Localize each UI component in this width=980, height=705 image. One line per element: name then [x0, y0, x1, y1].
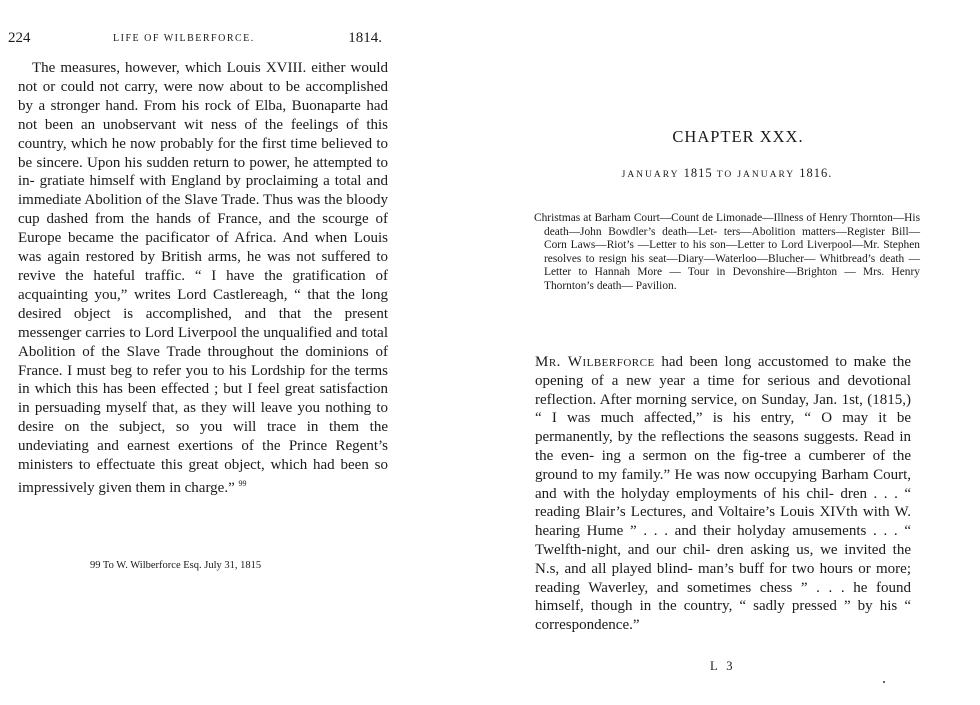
- footnote-reference: 99: [238, 478, 247, 488]
- date-to: TO: [716, 170, 734, 180]
- date-start-year: 1815: [683, 166, 713, 180]
- body-paragraph: The measures, however, which Louis XVIII. either would not or could not carry, were now about to be accomplished by a stronger hand. From his rock of Elba, Buonaparte had not been an unobservant wit ness of the feelings of this country, which he now probably for the first time believed to be sincere. Upon his sudden return to power, he attempted to in- gratiate himself with England by proclaiming a total and immediate Abolition of the Slave Trade. Thus was the bloody cup dashed from the hands of France, and the scourge of Europe became the pacificator of Africa. And when Louis was again restored by British arms, he was not suffered to revive the hateful traffic. “ I have the gratification of acquainting you,” writes Lord Castlereagh, “ that the long desired object is accomplished, and that the present messenger carries to Lord Liverpool the unqualified and total Abolition of the Slave Trade throughout the dominions of France. I must beg to refer you to his Lordship for the terms in which this has been effected ; but I feel great satisfaction in persuading myself that, as they will leave you nothing to desire on the subject, so you will trace in them the undeviating and earnest exertions of the Prince Regent’s ministers to effectuate this great object, which had been so impressively given them in charge.”: [18, 60, 388, 496]
- opening-name: Mr. Wilberforce: [535, 354, 655, 370]
- ink-speck: [883, 681, 885, 683]
- body-text: [535, 353, 911, 635]
- running-head: [8, 30, 382, 50]
- running-title: LIFE OF WILBERFORCE.: [113, 33, 255, 44]
- date-start-month: JANUARY: [621, 170, 680, 180]
- footnote: 99 To W. Wilberforce Esq. July 31, 1815: [90, 560, 262, 571]
- chapter-title: CHAPTER XXX.: [672, 127, 804, 146]
- right-page: [500, 0, 980, 705]
- date-end-month: JANUARY: [737, 170, 796, 180]
- date-range: [597, 166, 857, 181]
- page-number: 224: [8, 30, 31, 46]
- body-text: [18, 59, 388, 498]
- date-end-year: 1816.: [799, 166, 833, 180]
- chapter-synopsis: Christmas at Barham Court—Count de Limonade—Illness of Henry Thornton—His death—John Bowdler’s death—Let- ters—Abolition matters—Register Bill—Corn Laws—Riot’s —Letter to his son—Letter to Lord Liverpool—Mr. Stephen resolves to resign his seat—Diary—Waterloo—Blucher— Whitbread’s death — Letter to Hannah More — Tour in Devonshire—Brighton — Mrs. Henry Thornton’s death— Pavilion.: [534, 212, 920, 292]
- running-year: 1814.: [348, 30, 382, 46]
- signature-mark: L 3: [710, 659, 736, 673]
- body-paragraph: had been long accustomed to make the opening of a new year a time for serious and devotional reflection. After morning service, on Sunday, Jan. 1st, (1815,) “ I was much affected,” is his entry, “ O may it be permanently, by the reflections the seasons suggests. Read in the even- ing a sermon on the fig-tree a cumberer of the ground to my family.” He was now occupying Barham Court, and with the holyday employments of his chil- dren . . . “ reading Blair’s Lectures, and Voltaire’s Louis XIVth with W. hearing Hume ” . . . and their holyday amusements . . . “ Twelfth-night, and our chil- dren asking us, we invited the N.s, and all played blind- man’s buff for two hours or more; reading Waverley, and sometimes chess ” . . . he found himself, though in the country, “ sadly pressed ” by his “ correspondence.”: [535, 354, 912, 634]
